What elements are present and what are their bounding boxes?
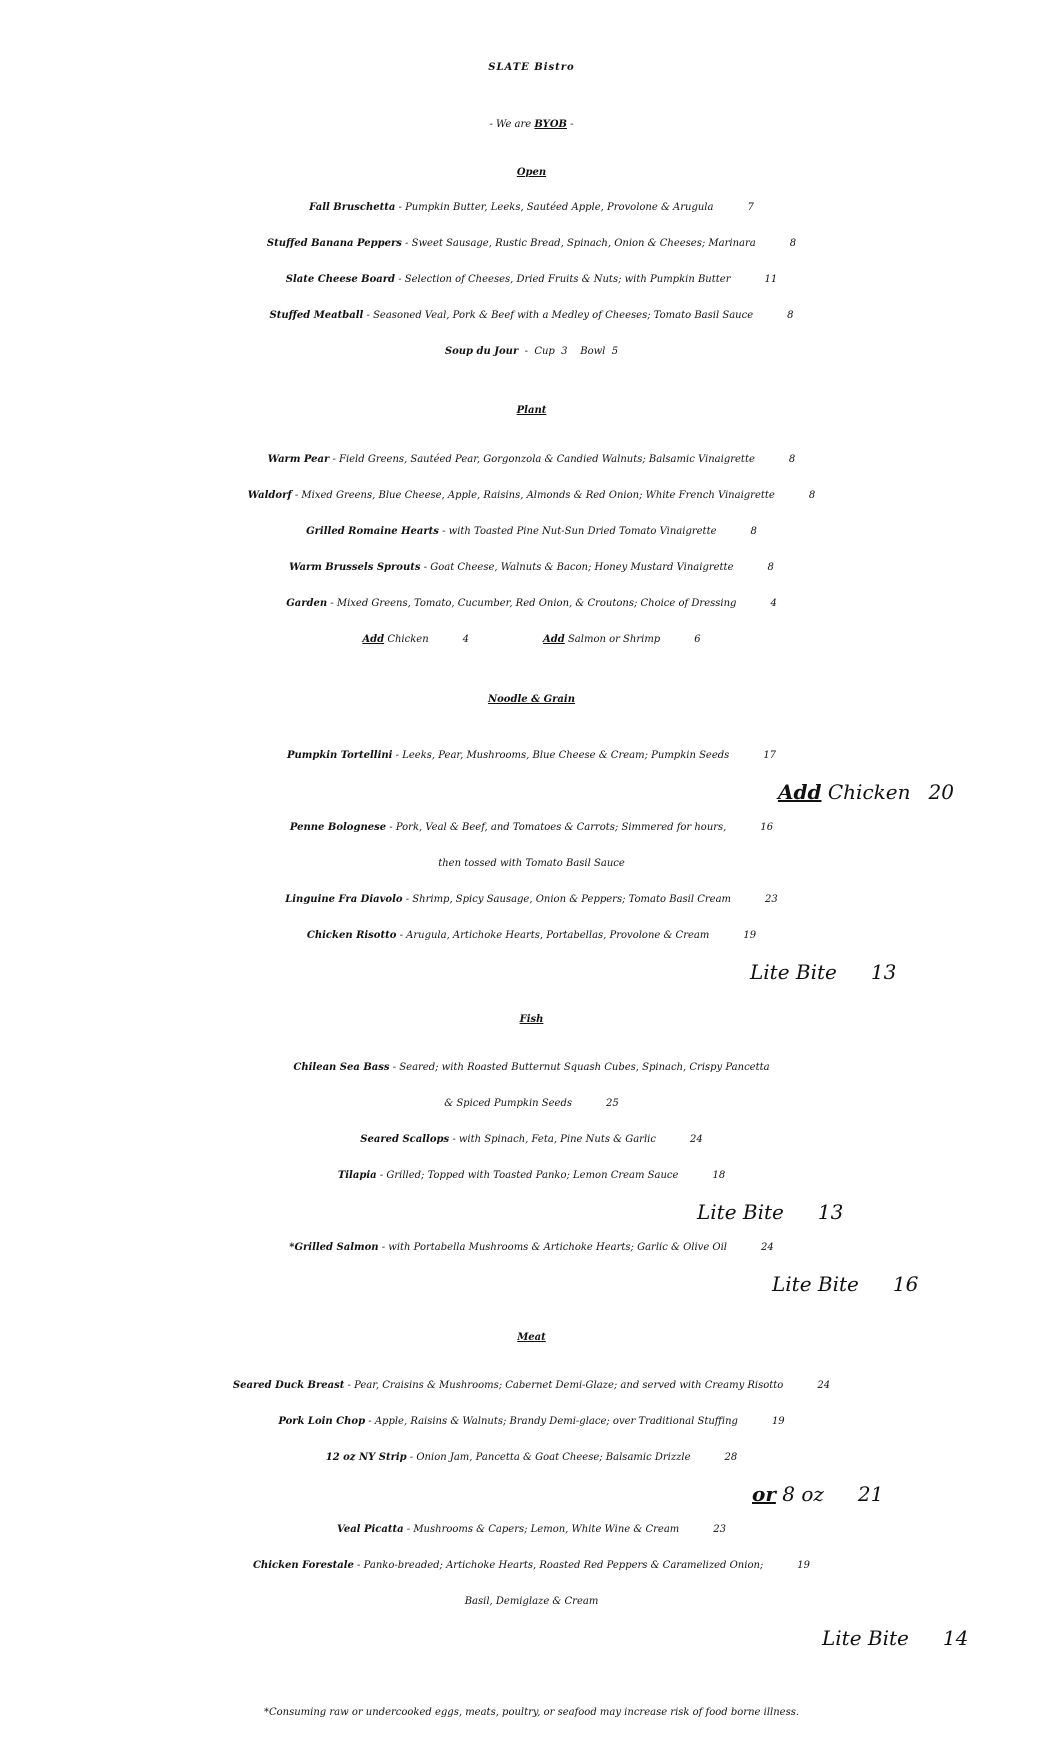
menu-item-continued: Basil, Demiglaze & Cream [464, 1596, 599, 1607]
page-title: SLATE Bistro [488, 62, 575, 73]
section-title-meat: Meat [517, 1332, 546, 1343]
menu-item-continued: then tossed with Tomato Basil Sauce [438, 858, 625, 869]
menu-item: Penne Bolognese - Pork, Veal & Beef, and Tomatoes & Carrots; Simmered for hours, 16 [289, 822, 774, 833]
menu-item: Slate Cheese Board - Selection of Cheeses, Dried Fruits & Nuts; with Pumpkin Butter 11 [285, 274, 778, 285]
menu-item: Grilled Romaine Hearts - with Toasted Pine Nut-Sun Dried Tomato Vinaigrette 8 [306, 526, 757, 537]
lite-bite-line: Lite Bite 14 [822, 1626, 969, 1650]
menu-item: Garden - Mixed Greens, Tomato, Cucumber, Red Onion, & Croutons; Choice of Dressing 4 [286, 598, 777, 609]
menu-item-continued: & Spiced Pumpkin Seeds 25 [444, 1098, 619, 1109]
section-title-fish: Fish [519, 1014, 544, 1025]
lite-bite-line: Lite Bite 16 [772, 1272, 919, 1296]
menu-item: Warm Pear - Field Greens, Sautéed Pear, Gorgonzola & Candied Walnuts; Balsamic Vinaigrette 8 [267, 454, 796, 465]
menu-item: Seared Scallops - with Spinach, Feta, Pine Nuts & Garlic 24 [360, 1134, 703, 1145]
menu-item: 12 oz NY Strip - Onion Jam, Pancetta & Goat Cheese; Balsamic Drizzle 28 [325, 1452, 738, 1463]
menu-item: Seared Duck Breast - Pear, Craisins & Mushrooms; Cabernet Demi-Glaze; and served with Creamy Risotto 24 [232, 1380, 831, 1391]
menu-item: Fall Bruschetta - Pumpkin Butter, Leeks, Sautéed Apple, Provolone & Arugula 7 [309, 202, 754, 213]
menu-item: *Grilled Salmon - with Portabella Mushrooms & Artichoke Hearts; Garlic & Olive Oil 24 [289, 1242, 774, 1253]
menu-item: Chilean Sea Bass - Seared; with Roasted Butternut Squash Cubes, Spinach, Crispy Pancetta [293, 1062, 770, 1073]
section-title-open: Open [516, 167, 547, 178]
add-on-line: Add Chicken 4 Add Salmon or Shrimp 6 [362, 634, 701, 645]
byob-tagline: - We are BYOB - [489, 119, 574, 130]
menu-item: Chicken Forestale - Panko-breaded; Artichoke Hearts, Roasted Red Peppers & Caramelized Onion; 19 [252, 1560, 811, 1571]
lite-bite-line: Lite Bite 13 [750, 960, 897, 984]
lite-bite-line: Lite Bite 13 [697, 1200, 844, 1224]
menu-item: Stuffed Meatball - Seasoned Veal, Pork & Beef with a Medley of Cheeses; Tomato Basil Sauce 8 [269, 310, 794, 321]
section-title-plant: Plant [516, 405, 547, 416]
alt-size-line: or 8 oz 21 [752, 1482, 884, 1506]
menu-item: Chicken Risotto - Arugula, Artichoke Hearts, Portabellas, Provolone & Cream 19 [306, 930, 757, 941]
menu-item: Pork Loin Chop - Apple, Raisins & Walnuts; Brandy Demi-glace; over Traditional Stuffing 19 [278, 1416, 785, 1427]
add-on-line: Add Chicken 20 [778, 780, 954, 804]
menu-item: Linguine Fra Diavolo - Shrimp, Spicy Sausage, Onion & Peppers; Tomato Basil Cream 23 [285, 894, 778, 905]
menu-item: Soup du Jour - Cup 3 Bowl 5 [444, 346, 619, 357]
menu-item: Pumpkin Tortellini - Leeks, Pear, Mushrooms, Blue Cheese & Cream; Pumpkin Seeds 17 [286, 750, 777, 761]
section-title-noodle-grain: Noodle & Grain [488, 694, 575, 705]
menu-item: Waldorf - Mixed Greens, Blue Cheese, Apple, Raisins, Almonds & Red Onion; White French Vinaigrette 8 [247, 490, 816, 501]
menu-item: Veal Picatta - Mushrooms & Capers; Lemon, White Wine & Cream 23 [337, 1524, 726, 1535]
food-safety-disclaimer: *Consuming raw or undercooked eggs, meats, poultry, or seafood may increase risk of food borne illness. [263, 1707, 800, 1718]
menu-item: Stuffed Banana Peppers - Sweet Sausage, Rustic Bread, Spinach, Onion & Cheeses; Marinara 8 [266, 238, 797, 249]
menu-item: Warm Brussels Sprouts - Goat Cheese, Walnuts & Bacon; Honey Mustard Vinaigrette 8 [289, 562, 774, 573]
menu-item: Tilapia - Grilled; Topped with Toasted Panko; Lemon Cream Sauce 18 [337, 1170, 726, 1181]
